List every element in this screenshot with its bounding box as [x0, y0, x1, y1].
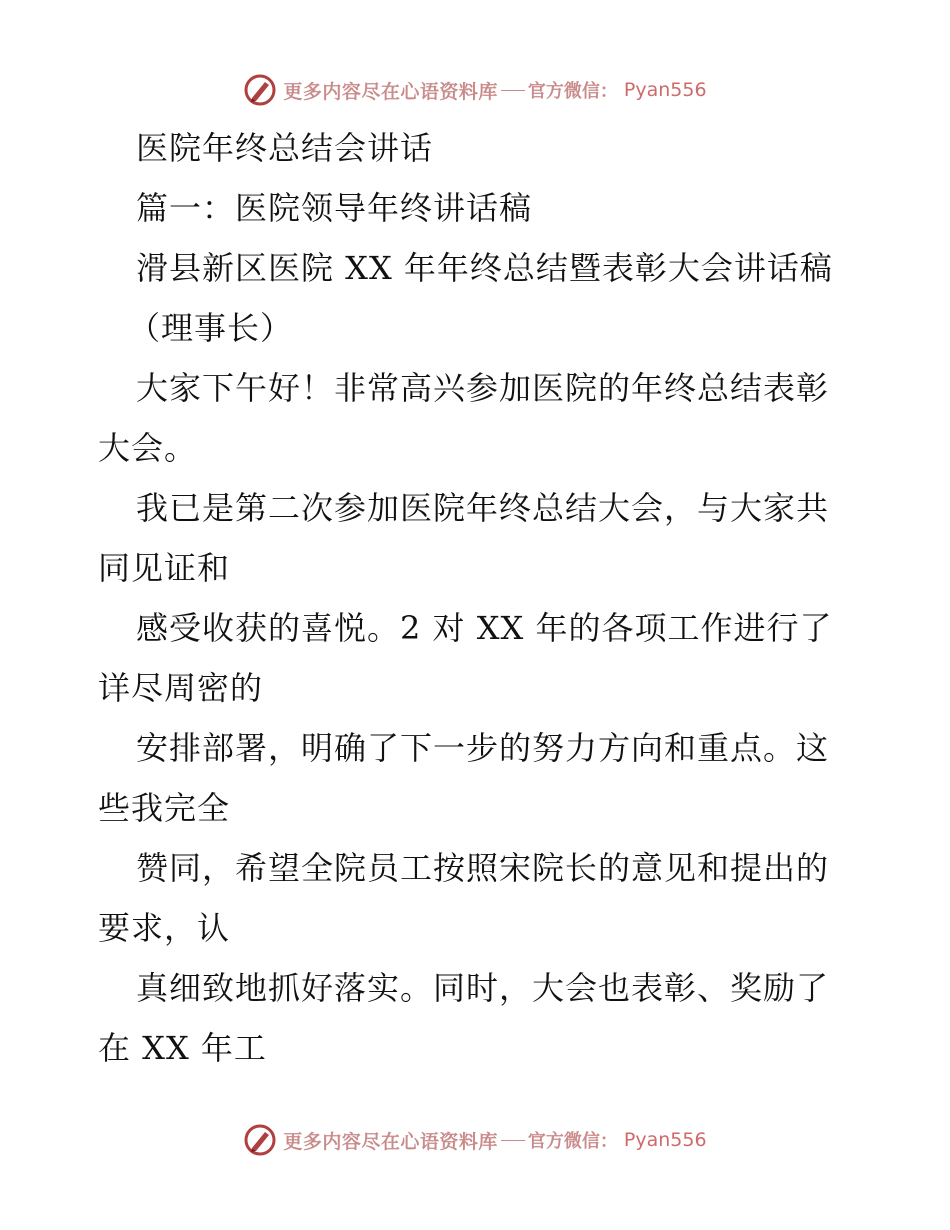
paragraph-line: 感受收获的喜悦。2 对 XX 年的各项工作进行了	[136, 609, 833, 647]
paragraph-line: 大会。	[98, 429, 198, 467]
watermark-wechat-label: 官方微信：	[527, 81, 618, 102]
watermark-wechat-id: Pyan556	[623, 79, 707, 101]
paragraph-line: 我已是第二次参加医院年终总结大会，与大家共	[136, 489, 830, 527]
watermark-separator	[501, 90, 525, 91]
pen-logo-icon	[243, 1123, 277, 1157]
watermark-text: 更多内容尽在心语资料库	[283, 80, 498, 103]
paragraph-line: 大家下午好！非常高兴参加医院的年终总结表彰	[136, 369, 830, 407]
watermark-separator	[501, 1140, 525, 1141]
watermark-wechat-id: Pyan556	[623, 1129, 707, 1151]
speaker-role: （理事长）	[128, 309, 294, 347]
paragraph-line: 安排部署，明确了下一步的努力方向和重点。这	[136, 729, 830, 767]
document-title: 医院年终总结会讲话	[136, 129, 434, 167]
paragraph-line: 赞同，希望全院员工按照宋院长的意见和提出的	[136, 849, 830, 887]
paragraph-line: 真细致地抓好落实。同时，大会也表彰、奖励了	[136, 969, 830, 1007]
watermark-text: 更多内容尽在心语资料库	[283, 1130, 498, 1153]
speech-title: 滑县新区医院 XX 年年终总结暨表彰大会讲话稿	[136, 249, 833, 287]
pen-logo-icon	[243, 73, 277, 107]
paragraph-line: 在 XX 年工	[98, 1029, 267, 1067]
footer-watermark	[0, 1120, 950, 1160]
section-heading: 篇一：医院领导年终讲话稿	[136, 189, 533, 227]
paragraph-line: 要求，认	[98, 909, 231, 947]
paragraph-line: 同见证和	[98, 549, 231, 587]
paragraph-line: 些我完全	[98, 789, 231, 827]
watermark-wechat-label: 官方微信：	[527, 1131, 618, 1152]
document-body	[98, 118, 858, 1078]
header-watermark	[0, 70, 950, 110]
paragraph-line: 详尽周密的	[98, 669, 264, 707]
